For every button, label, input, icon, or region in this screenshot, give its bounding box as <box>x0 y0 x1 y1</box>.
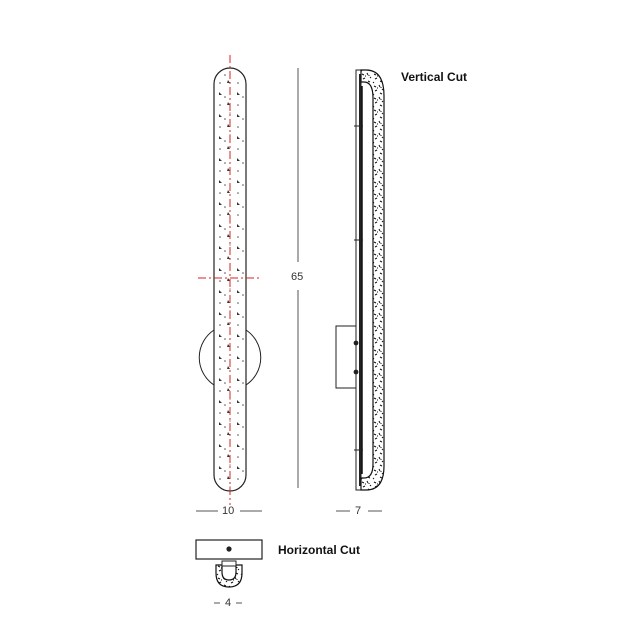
height-dimension: 65 <box>291 271 304 283</box>
side-view <box>336 70 384 490</box>
wall-disc <box>199 330 214 385</box>
depth-dimension: 7 <box>355 505 362 517</box>
horizontal-cut-view <box>196 540 262 587</box>
horizontal-cut-label: Horizontal Cut <box>278 543 360 557</box>
vertical-cut-label: Vertical Cut <box>401 70 468 84</box>
width-dimension: 10 <box>222 505 235 517</box>
screw-top <box>354 341 359 346</box>
mounting-box <box>336 326 356 388</box>
screw-bottom <box>354 370 359 375</box>
tube-cross-section <box>216 565 242 587</box>
front-view <box>198 55 262 505</box>
bottom-dimension: 4 <box>225 597 232 609</box>
tube-section <box>361 70 384 490</box>
base-screw <box>226 546 231 551</box>
